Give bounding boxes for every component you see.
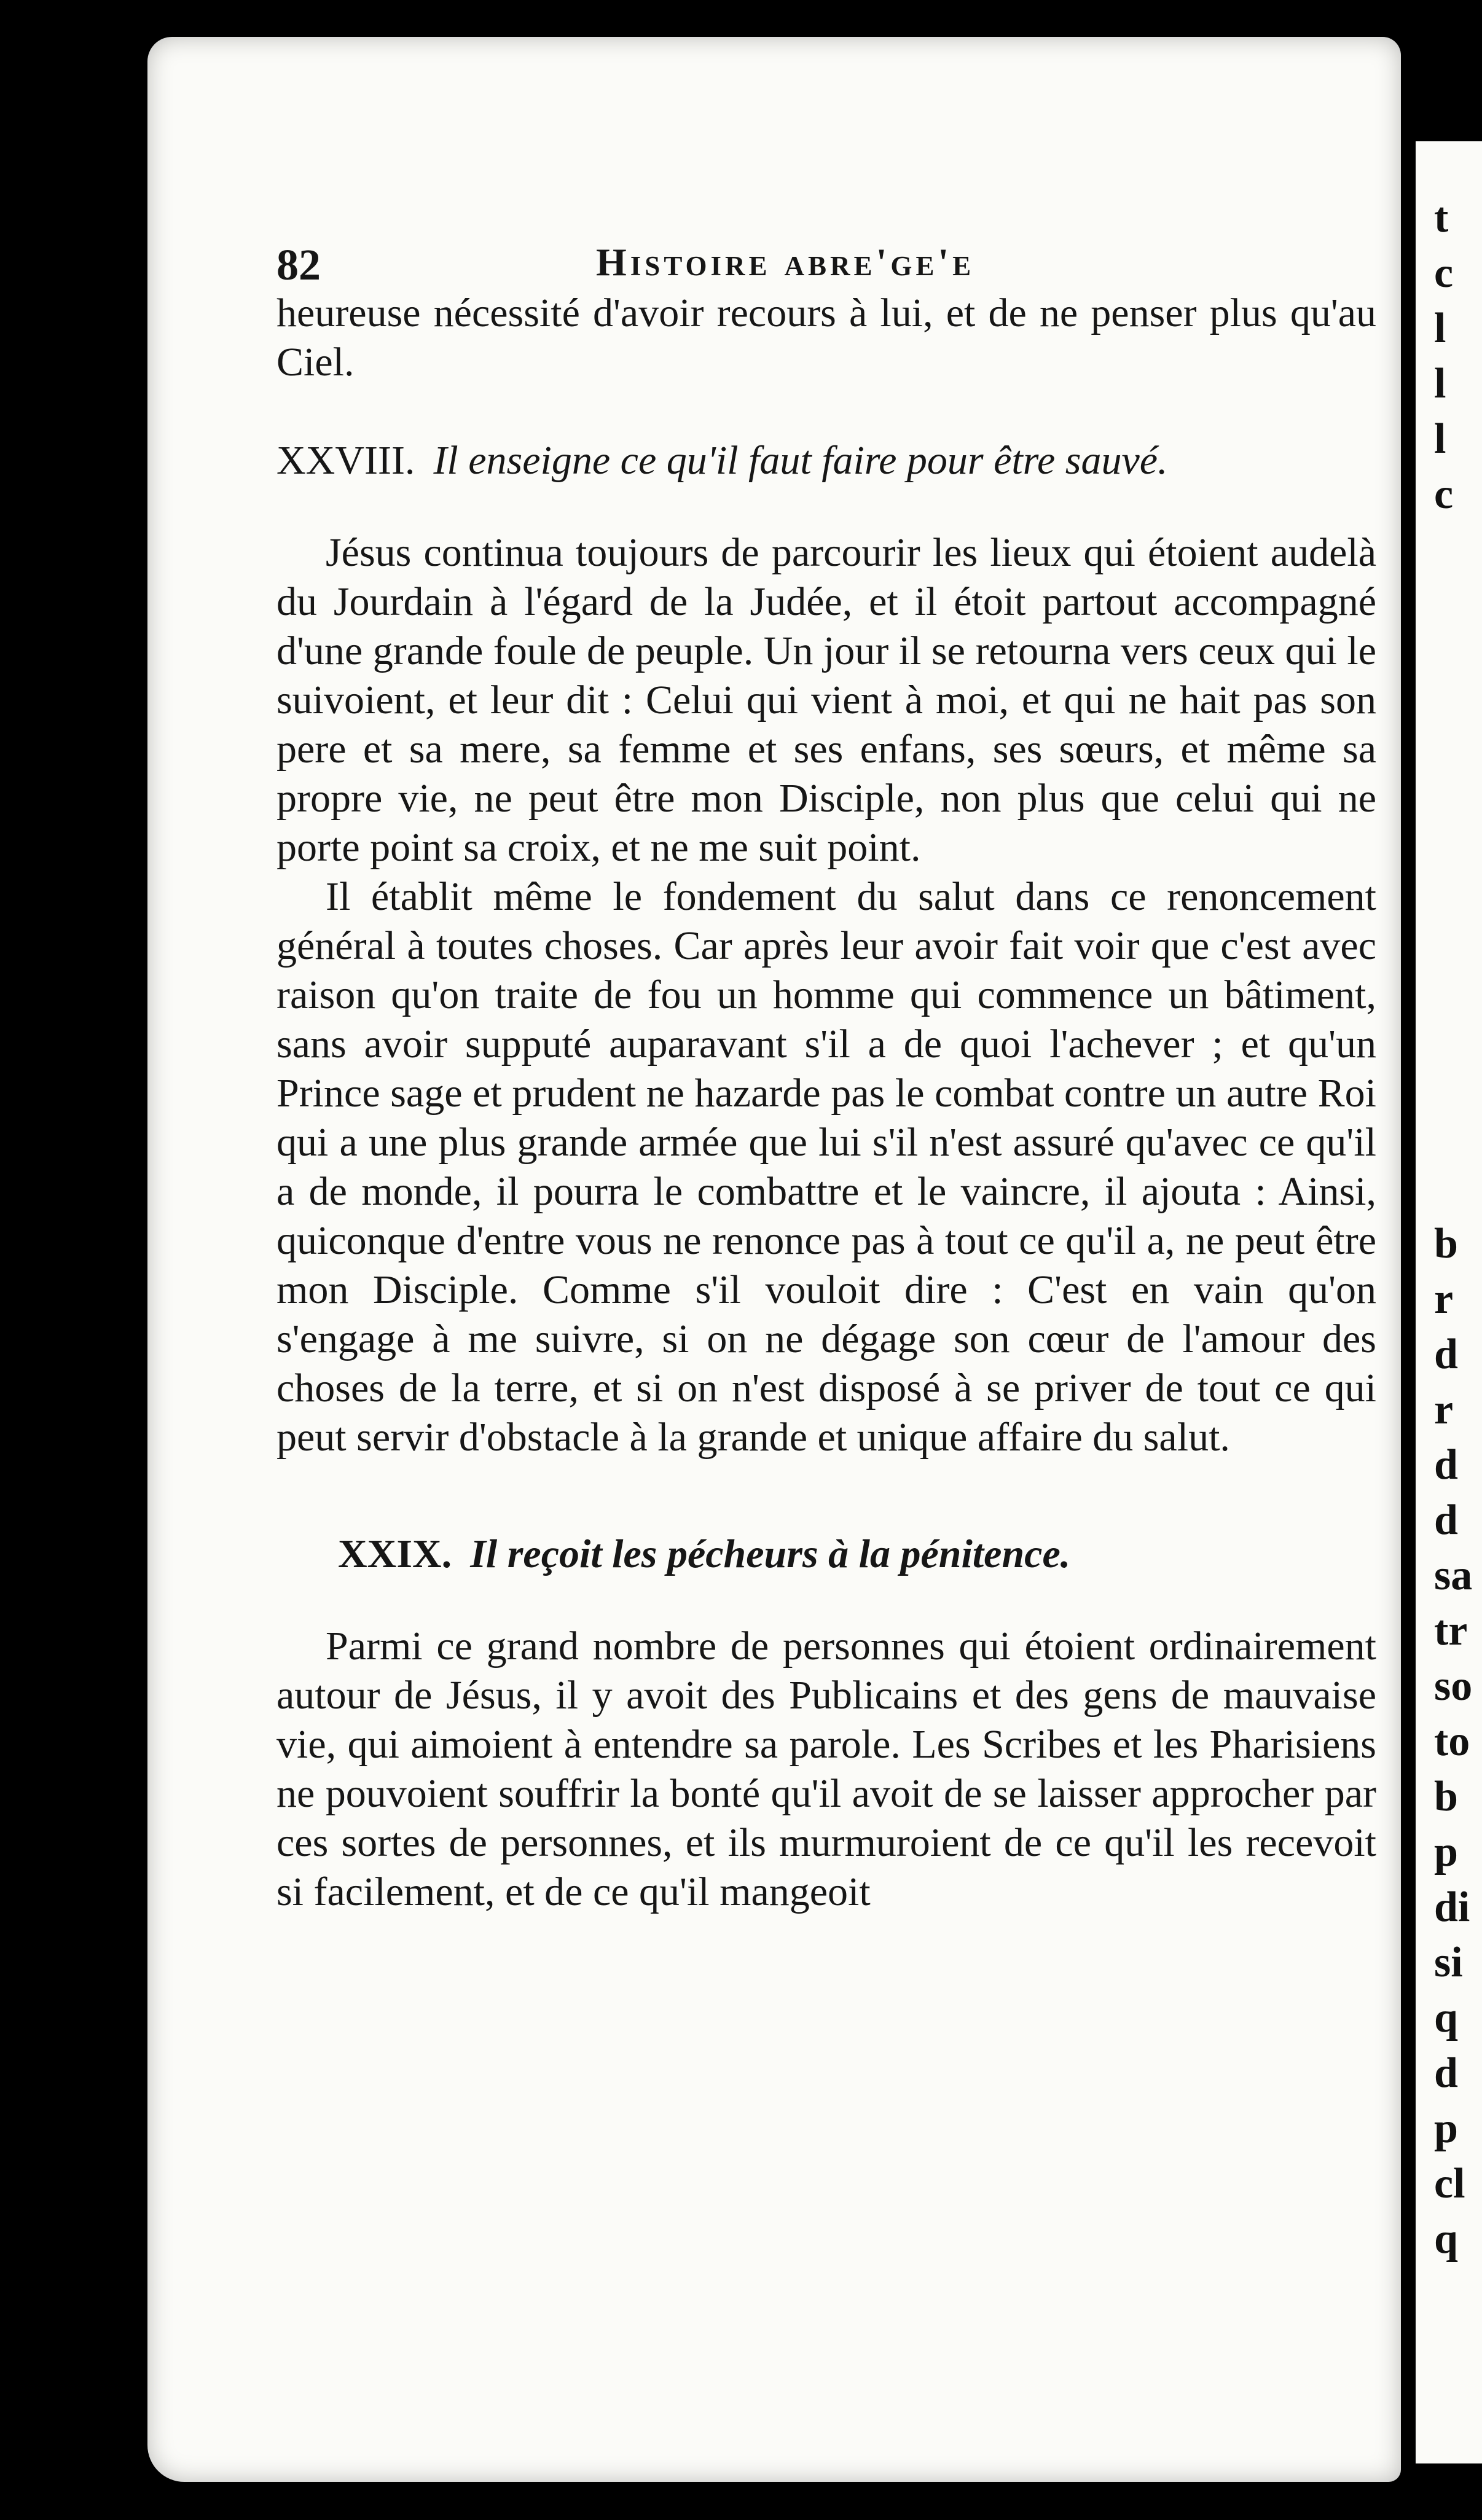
adjacent-page-fragment: d	[1434, 2049, 1458, 2097]
paragraph: Il établit même le fondement du salut dans ce renoncement général à toutes choses. Car après leur avoir fait voir que c'est avec raison qu'on traite de fou un homme qui commence un bâtiment, sans avoir supputé auparavant s'il a de quoi l'achever ; et qu'un Prince sage et prudent ne hazarde pas le combat contre un autre Roi qui a une plus grande armée que lui s'il n'est assuré qu'avec ce qu'il a de monde, il pourra le combattre et le vaincre, il ajouta : Ainsi, quiconque d'entre vous ne renonce pas à tout ce qu'il a, ne peut être mon Disciple. Comme s'il vouloit dire : C'est en vain qu'on s'engage à me suivre, si on ne dégage son cœur de l'amour des choses de la terre, et si on n'est disposé à se priver de tout ce qui peut servir d'obstacle à la grande et unique affaire du salut.	[276, 874, 1376, 1460]
adjacent-page-fragment: t	[1434, 194, 1449, 241]
adjacent-page-fragment: si	[1434, 1939, 1463, 1986]
paragraph: Jésus continua toujours de parcourir les lieux qui étoient audelà du Jourdain à l'égard de la Judée, et il étoit partout accompagné d'une grande foule de peuple. Un jour il se retourna vers ceux qui le suivoient, et leur dit : Celui qui vient à moi, et qui ne hait pas son pere et sa mere, sa femme et ses enfans, ses sœurs, et même sa propre vie, ne peut être mon Disciple, non plus que celui qui ne porte point sa croix, et ne me suit point.	[276, 530, 1376, 870]
adjacent-page-fragment: c	[1434, 471, 1454, 518]
adjacent-page-fragment: sa	[1434, 1552, 1473, 1599]
adjacent-page-fragment: d	[1434, 1331, 1458, 1378]
adjacent-page-fragment: l	[1434, 360, 1446, 407]
adjacent-page-fragment: q	[1434, 2215, 1458, 2263]
adjacent-page-fragment: to	[1434, 1718, 1470, 1765]
adjacent-page-fragment: r	[1434, 1275, 1454, 1323]
continuation-paragraph: heureuse nécessité d'avoir recours à lui, et de ne penser plus qu'au Ciel.	[276, 291, 1376, 385]
book-page	[147, 37, 1401, 2482]
adjacent-page-fragment: l	[1434, 415, 1446, 463]
section-number: XXIX.	[338, 1532, 452, 1576]
page-header	[276, 215, 1376, 289]
adjacent-page-fragment: q	[1434, 1994, 1458, 2041]
adjacent-page-fragment: c	[1434, 249, 1454, 297]
adjacent-page-fragment: r	[1434, 1386, 1454, 1433]
adjacent-page-fragment: cl	[1434, 2160, 1465, 2207]
section-number: XXVIII.	[276, 438, 415, 483]
adjacent-page-fragment: di	[1434, 1884, 1470, 1931]
adjacent-page-edge	[1407, 141, 1482, 2463]
adjacent-page-fragment: p	[1434, 2105, 1458, 2152]
adjacent-page-fragment: d	[1434, 1497, 1458, 1544]
adjacent-page-fragment: so	[1434, 1662, 1473, 1710]
section-title: Il enseigne ce qu'il faut faire pour être sauvé.	[433, 438, 1168, 483]
adjacent-page-fragment: tr	[1434, 1607, 1468, 1654]
page-number: 82	[276, 240, 321, 289]
running-title: Histoire abre'ge'e	[596, 240, 975, 284]
adjacent-page-fragment: d	[1434, 1441, 1458, 1489]
section-title: Il reçoit les pécheurs à la pénitence.	[470, 1532, 1071, 1576]
section-heading-xxix	[276, 1530, 1376, 1579]
paragraph: Parmi ce grand nombre de personnes qui étoient ordinairement autour de Jésus, il y avoit des Publicains et des gens de mauvaise vie, qui aimoient à entendre sa parole. Les Scribes et les Pharisiens ne pouvoient souffrir la bonté qu'il avoit de se laisser approcher par ces sortes de personnes, et ils murmuroient de ce qu'il les recevoit si facilement, et de ce qu'il mangeoit	[276, 1624, 1376, 1914]
adjacent-page-fragment: b	[1434, 1773, 1458, 1820]
adjacent-page-fragment: l	[1434, 305, 1446, 352]
page-content	[276, 215, 1376, 1917]
section-heading-xxviii	[276, 436, 1376, 485]
adjacent-page-fragment: p	[1434, 1828, 1458, 1876]
adjacent-page-fragment: b	[1434, 1220, 1458, 1267]
